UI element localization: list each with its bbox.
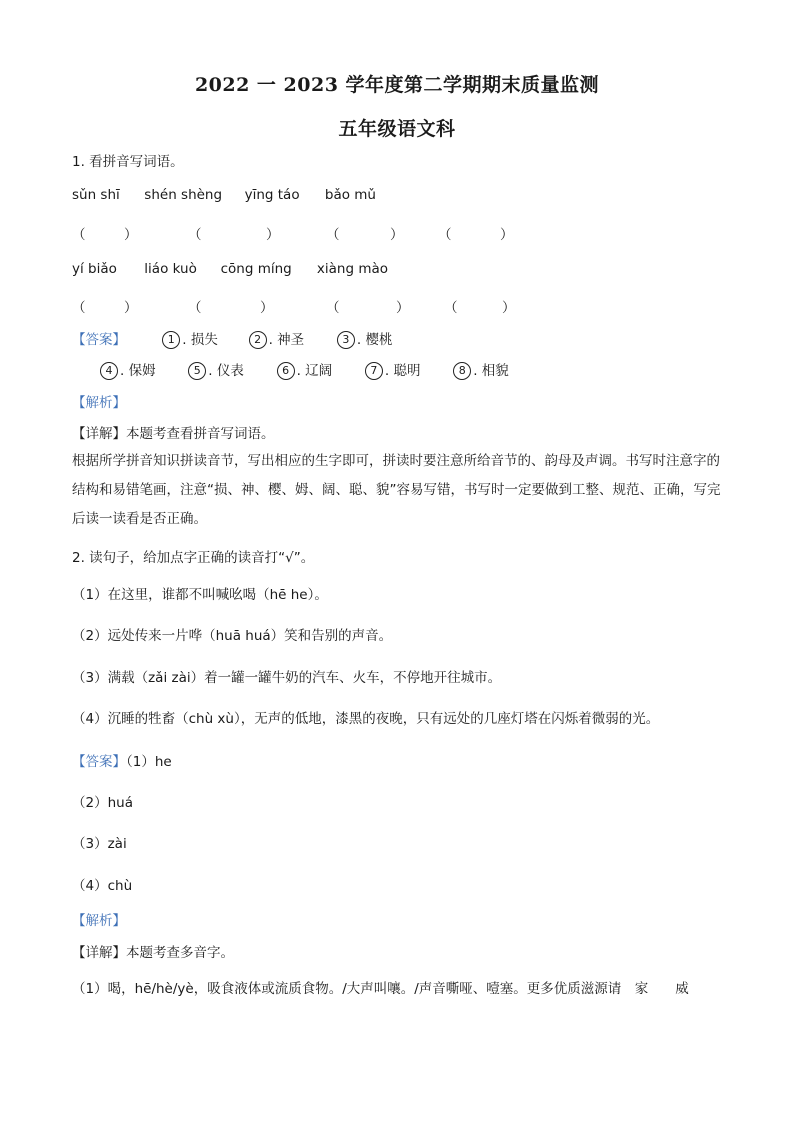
q2-explanation-line: （1）喝，hē/hè/yè，吸食液体或流质食物。/大声叫嚷。/声音嘶哑、噎塞。更多优质滋源请 家 威: [72, 981, 689, 997]
pinyin-item: yīng táo: [244, 187, 300, 203]
q2-item-4: （4）沉睡的牲畜（chù xù），无声的低地，漆黑的夜晚，只有远处的几座灯塔在闪烁着微弱的光。: [72, 711, 660, 727]
q2-answer-2: （2）huá: [72, 795, 133, 811]
answer-item: [249, 328, 333, 349]
answer-item: [453, 359, 509, 380]
circled-number: 3: [337, 331, 355, 349]
blank-open: （: [326, 227, 340, 243]
detail-text: 本题考查多音字。: [126, 945, 234, 961]
circled-number: 1: [162, 331, 180, 349]
pinyin-item: xiàng mào: [316, 261, 389, 277]
analysis-tag: 【解析】: [72, 395, 126, 411]
blank-open: （: [188, 227, 202, 243]
detail-tag: 【详解】: [72, 426, 126, 442]
q2-answer-3: （3）zài: [72, 836, 127, 852]
answer-item: [337, 328, 393, 349]
q1-blank-row-2: [72, 296, 516, 316]
circled-number: 8: [453, 362, 471, 380]
blank-close: ）: [502, 300, 516, 316]
q1-blank-row-1: [72, 223, 514, 243]
answer-word: . 保姆: [120, 363, 156, 379]
answer-word: . 辽阔: [296, 363, 333, 379]
q1-answer-row-1: [72, 328, 392, 349]
circled-number: 4: [100, 362, 118, 380]
q2-stem: 2. 读句子，给加点字正确的读音打“√”。: [72, 550, 315, 566]
q2-item-3: （3）满载（zǎi zài）着一罐一罐牛奶的汽车、火车，不停地开往城市。: [72, 670, 502, 686]
answer-item: [162, 328, 244, 349]
q1-stem: 1. 看拼音写词语。: [72, 154, 184, 170]
blank-close: ）: [266, 227, 280, 243]
q1-detail: [72, 422, 275, 442]
blank-close: ）: [396, 300, 410, 316]
blank-close: ）: [500, 227, 514, 243]
answer-item: [365, 359, 449, 380]
exam-title: 2022 一 2023 学年度第二学期期末质量监测: [194, 74, 600, 96]
blank-close: ）: [124, 300, 138, 316]
answer-tag: 【答案】: [72, 332, 126, 348]
analysis-tag: 【解析】: [72, 913, 126, 929]
q2-answer-4: （4）chù: [72, 878, 133, 894]
answer-word: . 聪明: [384, 363, 421, 379]
q2-item-2: （2）远处传来一片哗（huā huá）笑和告别的声音。: [72, 628, 393, 644]
answer-text: （1）he: [126, 754, 172, 770]
answer-item: [188, 359, 272, 380]
answer-word: . 相貌: [473, 363, 509, 379]
blank-open: （: [188, 300, 202, 316]
q1-pinyin-row-1: [72, 187, 376, 203]
circled-number: 5: [188, 362, 206, 380]
blank-close: ）: [124, 227, 138, 243]
blank-open: （: [72, 227, 86, 243]
blank-open: （: [72, 300, 86, 316]
q1-pinyin-row-2: [72, 261, 388, 277]
circled-number: 6: [277, 362, 295, 380]
blank-close: ）: [390, 227, 404, 243]
answer-item: [277, 359, 361, 380]
blank-open: （: [326, 300, 340, 316]
answer-word: . 仪表: [208, 363, 244, 379]
answer-word: . 樱桃: [356, 332, 393, 348]
answer-tag: 【答案】: [72, 754, 126, 770]
pinyin-item: sǔn shī: [72, 187, 120, 203]
pinyin-item: shén shèng: [144, 187, 223, 203]
detail-text: 本题考查看拼音写词语。: [126, 426, 275, 442]
q2-answer-1: [72, 750, 172, 770]
answer-item: [100, 359, 184, 380]
q2-item-1: （1）在这里，谁都不叫喊吆喝（hē he）。: [72, 587, 328, 603]
blank-open: （: [444, 300, 458, 316]
q1-answer-row-2: [100, 359, 509, 380]
pinyin-item: cōng míng: [220, 261, 292, 277]
answer-word: . 损失: [182, 332, 218, 348]
pinyin-item: yí biǎo: [72, 261, 117, 277]
blank-open: （: [438, 227, 452, 243]
q1-explanation: 根据所学拼音知识拼读音节，写出相应的生字即可，拼读时要注意所给音节的、韵母及声调。书写时注意字的结构和易错笔画，注意“损、神、樱、姆、阔、聪、貌”容易写错，书写时一定要做到工整、规范、正确，写完后读一读看是否正确。: [72, 453, 721, 527]
q2-detail: [72, 941, 234, 961]
detail-tag: 【详解】: [72, 945, 126, 961]
exam-subtitle: 五年级语文科: [338, 118, 456, 140]
blank-close: ）: [260, 300, 274, 316]
answer-word: . 神圣: [268, 332, 305, 348]
pinyin-item: liáo kuò: [144, 261, 197, 277]
pinyin-item: bǎo mǔ: [324, 187, 376, 203]
circled-number: 2: [249, 331, 267, 349]
circled-number: 7: [365, 362, 383, 380]
